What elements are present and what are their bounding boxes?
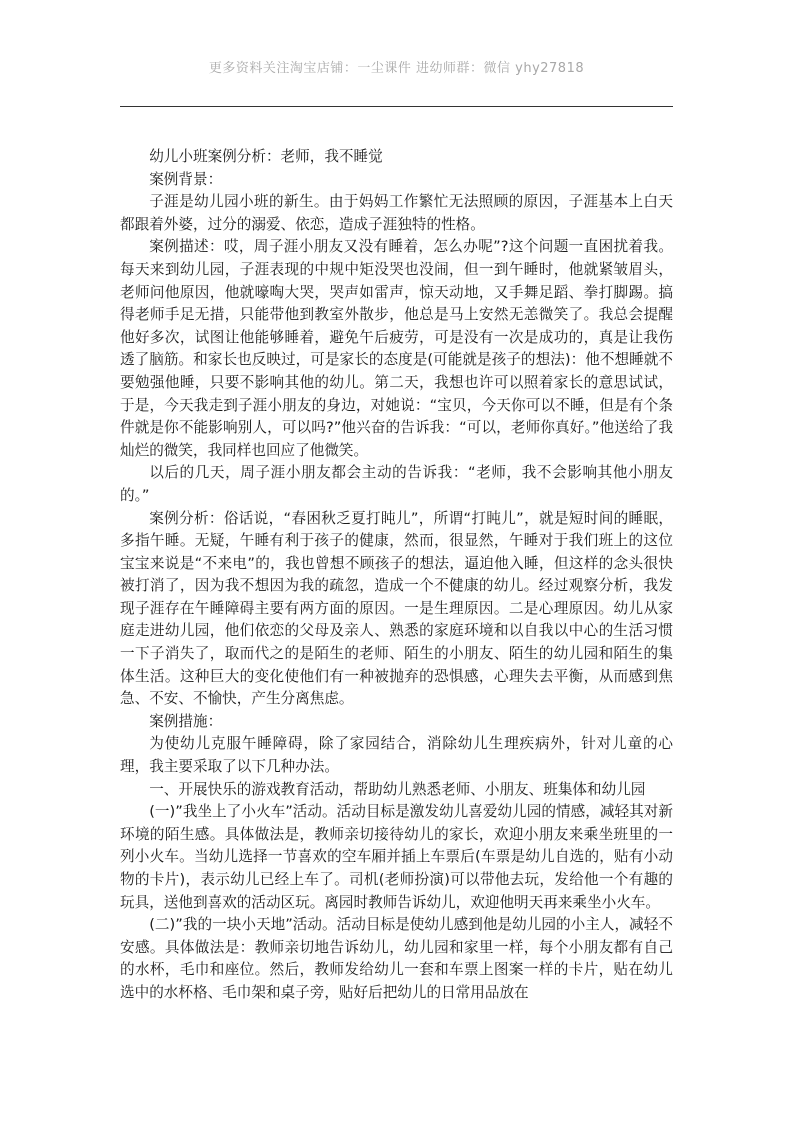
paragraph: 案例措施： bbox=[149, 712, 223, 730]
paragraph: (二)”我的一块小天地”活动。活动目标是使幼儿感到他是幼儿园的小主人，减轻不安感。具体做法是：教师亲切地告诉幼儿，幼儿园和家里一样，每个小朋友都有自己的水杯，毛巾和座位。然后，教师发给幼儿一套和车票上图案一样的卡片，贴在幼儿选中的水杯格、毛巾架和桌子旁，贴好后把幼儿的日常用品放在 bbox=[120, 916, 673, 1001]
document-body bbox=[120, 146, 673, 1005]
paragraph: 为使幼儿克服午睡障碍，除了家园结合，消除幼儿生理疾病外，针对儿童的心理，我主要采取了以下几种办法。 bbox=[120, 735, 673, 776]
paragraph: (一)”我坐上了小火车”活动。活动目标是激发幼儿喜爱幼儿园的情感，减轻其对新环境的陌生感。具体做法是，教师亲切接待幼儿的家长，欢迎小朋友来乘坐班里的一列小火车。当幼儿选择一节喜欢的空车厢并插上车票后(车票是幼儿自选的，贴有小动物的卡片)，表示幼儿已经上车了。司机(老师扮演)可以带他去玩，发给他一个有趣的玩具，送他到喜欢的活动区玩。离园时教师告诉幼儿，欢迎他明天再来乘坐小火车。 bbox=[120, 803, 673, 911]
paragraph: 案例描述：哎，周子涯小朋友又没有睡着，怎么办呢”?这个问题一直困扰着我。每天来到幼儿园，子涯表现的中规中矩没哭也没闹，但一到午睡时，他就紧皱眉头，老师问他原因，他就嚎啕大哭，哭声如雷声，惊天动地，又手舞足蹈、拳打脚踢。搞得老师手足无措，只能带他到教室外散步，他总是马上安然无恙微笑了。我总会提醒他好多次，试图让他能够睡着，避免午后疲劳，可是没有一次是成功的，真是让我伤透了脑筋。和家长也反映过，可是家长的态度是(可能就是孩子的想法)：他不想睡就不要勉强他睡，只要不影响其他的幼儿。第二天，我想也许可以照着家长的意思试试，于是，今天我走到子涯小朋友的身边，对她说：“宝贝，今天你可以不睡，但是有个条件就是你不能影响别人，可以吗?”他兴奋的告诉我：“可以，老师你真好。”他送给了我灿烂的微笑，我同样也回应了他微笑。 bbox=[120, 238, 673, 459]
header-divider bbox=[120, 106, 673, 107]
paragraph: 以后的几天，周子涯小朋友都会主动的告诉我：“老师，我不会影响其他小朋友的。” bbox=[120, 464, 673, 504]
paragraph: 一、开展快乐的游戏教育活动，帮助幼儿熟悉老师、小朋友、班集体和幼儿园 bbox=[149, 780, 646, 798]
paragraph: 子涯是幼儿园小班的新生。由于妈妈工作繁忙无法照顾的原因，子涯基本上白天都跟着外婆，过分的溺爱、依恋，造成子涯独特的性格。 bbox=[120, 193, 673, 233]
paragraph: 案例背景： bbox=[149, 170, 223, 188]
document-title: 幼儿小班案例分析：老师，我不睡觉 bbox=[149, 148, 383, 165]
paragraph: 案例分析：俗话说，“春困秋乏夏打盹儿”，所谓“打盹儿”，就是短时间的睡眠，多指午睡。无疑，午睡有利于孩子的健康，然而，很显然，午睡对于我们班上的这位宝宝来说是“不来电”的，我也曾想不顾孩子的想法，逼迫他入睡，但这样的念头很快被打消了，因为我不想因为我的疏忽，造成一个不健康的幼儿。经过观察分析，我发现子涯存在午睡障碍主要有两方面的原因。一是生理原因。二是心理原因。幼儿从家庭走进幼儿园，他们依恋的父母及亲人、熟悉的家庭环境和以自我以中心的生活习惯一下子消失了，取而代之的是陌生的老师、陌生的小朋友、陌生的幼儿园和陌生的集体生活。这种巨大的变化使他们有一种被抛弃的恐惧感，心理失去平衡，从而感到焦急、不安、不愉快，产生分离焦虑。 bbox=[120, 509, 673, 708]
page-header: 更多资料关注淘宝店铺：一尘课件 进幼师群：微信 yhy27818 bbox=[208, 61, 585, 76]
